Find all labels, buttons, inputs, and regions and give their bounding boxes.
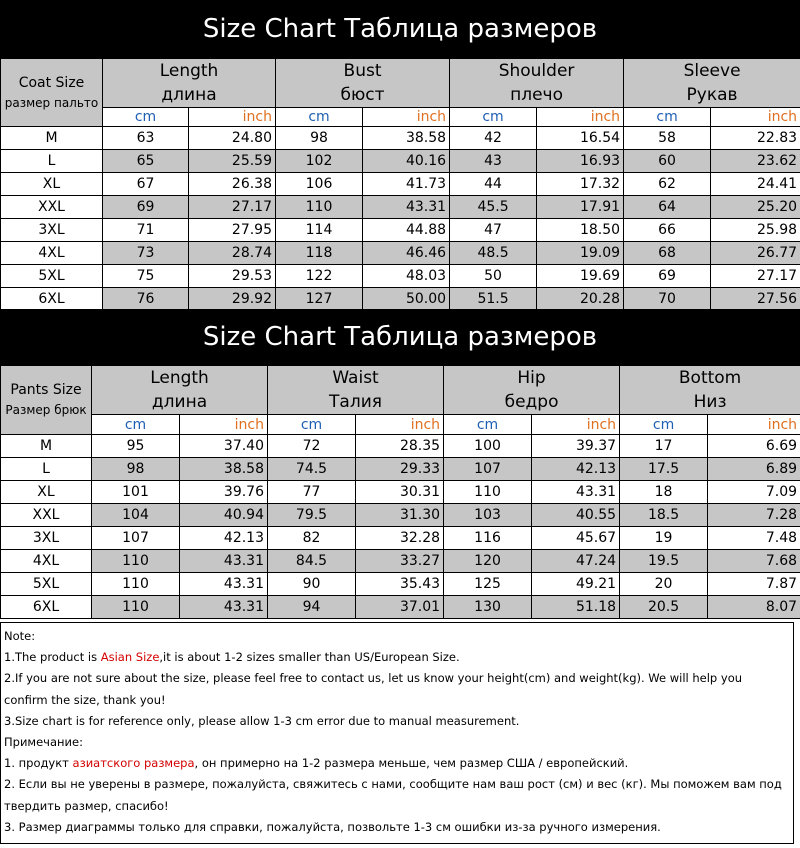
cm-value: 75 bbox=[103, 265, 189, 288]
coat-row bbox=[1, 150, 800, 173]
coat-rows bbox=[1, 127, 800, 311]
inch-value: 40.55 bbox=[532, 504, 620, 527]
cm-value: 67 bbox=[103, 173, 189, 196]
pants-size-table bbox=[0, 365, 800, 619]
coat-row bbox=[1, 196, 800, 219]
cm-value: 43 bbox=[450, 150, 537, 173]
cm-value: 82 bbox=[268, 527, 356, 550]
cm-value: 20 bbox=[620, 573, 708, 596]
cm-value: 20.5 bbox=[620, 596, 708, 619]
cm-value: 44 bbox=[450, 173, 537, 196]
unit-cm: cm bbox=[620, 415, 708, 435]
inch-value: 7.09 bbox=[708, 481, 800, 504]
pants-size-chart-title: Size Chart Таблица размеров bbox=[0, 309, 800, 365]
coat-row bbox=[1, 242, 800, 265]
pants-row bbox=[1, 458, 800, 481]
inch-value: 42.13 bbox=[532, 458, 620, 481]
inch-value: 20.28 bbox=[537, 288, 624, 311]
cm-value: 47 bbox=[450, 219, 537, 242]
inch-value: 49.21 bbox=[532, 573, 620, 596]
unit-inch: inch bbox=[189, 108, 276, 127]
note-ru-3: 3. Размер диаграммы только для справки, пожалуйста, позвольте 1-3 см ошибки из-за ручного измерения. bbox=[4, 819, 661, 834]
pants-header-hip: Hip бедро bbox=[444, 366, 620, 415]
inch-value: 44.88 bbox=[363, 219, 450, 242]
inch-value: 7.68 bbox=[708, 550, 800, 573]
inch-value: 39.37 bbox=[532, 435, 620, 458]
coat-header-length: Length длина bbox=[103, 59, 276, 108]
unit-cm: cm bbox=[92, 415, 180, 435]
cm-value: 101 bbox=[92, 481, 180, 504]
cm-value: 79.5 bbox=[268, 504, 356, 527]
inch-value: 8.07 bbox=[708, 596, 800, 619]
coat-size-header-en: Coat Size bbox=[18, 74, 85, 91]
size-label: 4XL bbox=[1, 550, 92, 573]
pants-size-header bbox=[1, 366, 92, 435]
size-label: XXL bbox=[1, 504, 92, 527]
unit-cm: cm bbox=[103, 108, 189, 127]
unit-inch: inch bbox=[711, 108, 800, 127]
cm-value: 125 bbox=[444, 573, 532, 596]
coat-size-chart-title: Size Chart Таблица размеров bbox=[0, 0, 800, 58]
inch-value: 37.01 bbox=[356, 596, 444, 619]
cm-value: 118 bbox=[276, 242, 363, 265]
pants-size-header-en: Pants Size bbox=[10, 382, 82, 398]
cm-value: 17 bbox=[620, 435, 708, 458]
cm-value: 51.5 bbox=[450, 288, 537, 311]
coat-header-shoulder: Shoulder плечо bbox=[450, 59, 624, 108]
pants-row bbox=[1, 550, 800, 573]
inch-value: 24.80 bbox=[189, 127, 276, 150]
cm-value: 98 bbox=[276, 127, 363, 150]
cm-value: 130 bbox=[444, 596, 532, 619]
inch-value: 43.31 bbox=[180, 573, 268, 596]
cm-value: 110 bbox=[444, 481, 532, 504]
cm-value: 110 bbox=[276, 196, 363, 219]
pants-row bbox=[1, 504, 800, 527]
asian-size-highlight-ru: азиатского размера bbox=[72, 756, 195, 771]
unit-cm: cm bbox=[268, 415, 356, 435]
pants-row bbox=[1, 573, 800, 596]
cm-value: 110 bbox=[92, 596, 180, 619]
note-ru-1: 1. продукт азиатского размера, он примерно на 1-2 размера меньше, чем размер США / европейский. bbox=[4, 756, 629, 771]
inch-value: 33.27 bbox=[356, 550, 444, 573]
inch-value: 16.93 bbox=[537, 150, 624, 173]
pants-rows bbox=[1, 435, 800, 619]
inch-value: 7.28 bbox=[708, 504, 800, 527]
cm-value: 69 bbox=[103, 196, 189, 219]
coat-size-table bbox=[0, 58, 800, 311]
size-label: 3XL bbox=[1, 219, 103, 242]
inch-value: 30.31 bbox=[356, 481, 444, 504]
cm-value: 17.5 bbox=[620, 458, 708, 481]
cm-value: 122 bbox=[276, 265, 363, 288]
unit-inch: inch bbox=[532, 415, 620, 435]
cm-value: 71 bbox=[103, 219, 189, 242]
coat-row bbox=[1, 265, 800, 288]
inch-value: 17.32 bbox=[537, 173, 624, 196]
unit-cm: cm bbox=[624, 108, 711, 127]
cm-value: 107 bbox=[444, 458, 532, 481]
inch-value: 27.17 bbox=[189, 196, 276, 219]
note-ru-2-line-1: 2. Если вы не уверены в размере, пожалуйста, свяжитесь с нами, сообщите нам ваш рост (см) и вес (кг). Мы поможем вам под bbox=[4, 777, 782, 792]
note-label: Note: bbox=[4, 629, 36, 643]
inch-value: 40.94 bbox=[180, 504, 268, 527]
size-label: XL bbox=[1, 481, 92, 504]
note-label-ru: Примечание: bbox=[4, 735, 83, 750]
cm-value: 19.5 bbox=[620, 550, 708, 573]
size-label: 6XL bbox=[1, 596, 92, 619]
cm-value: 70 bbox=[624, 288, 711, 311]
note-ru-2-line-2: твердить размер, спасибо! bbox=[4, 798, 169, 813]
inch-value: 29.53 bbox=[189, 265, 276, 288]
cm-value: 77 bbox=[268, 481, 356, 504]
inch-value: 43.31 bbox=[180, 596, 268, 619]
cm-value: 19 bbox=[620, 527, 708, 550]
coat-header-bust: Bust бюст bbox=[276, 59, 450, 108]
pants-row bbox=[1, 435, 800, 458]
cm-value: 116 bbox=[444, 527, 532, 550]
inch-value: 37.40 bbox=[180, 435, 268, 458]
cm-value: 114 bbox=[276, 219, 363, 242]
cm-value: 50 bbox=[450, 265, 537, 288]
size-label: L bbox=[1, 150, 103, 173]
pants-row bbox=[1, 596, 800, 619]
cm-value: 90 bbox=[268, 573, 356, 596]
inch-value: 27.95 bbox=[189, 219, 276, 242]
cm-value: 60 bbox=[624, 150, 711, 173]
coat-size-header-ru: размер пальто bbox=[4, 95, 99, 110]
note-1: 1.The product is Asian Size,it is about 1-2 sizes smaller than US/European Size. bbox=[4, 650, 460, 665]
inch-value: 28.74 bbox=[189, 242, 276, 265]
inch-value: 7.87 bbox=[708, 573, 800, 596]
unit-inch: inch bbox=[180, 415, 268, 435]
coat-header-sleeve: Sleeve Рукав bbox=[624, 59, 800, 108]
cm-value: 102 bbox=[276, 150, 363, 173]
inch-value: 27.17 bbox=[711, 265, 800, 288]
cm-value: 106 bbox=[276, 173, 363, 196]
inch-value: 25.98 bbox=[711, 219, 800, 242]
coat-row bbox=[1, 127, 800, 150]
cm-value: 18.5 bbox=[620, 504, 708, 527]
cm-value: 103 bbox=[444, 504, 532, 527]
size-label: XXL bbox=[1, 196, 103, 219]
note-3: 3.Size chart is for reference only, please allow 1-3 cm error due to manual measurement. bbox=[4, 713, 520, 728]
size-label: 6XL bbox=[1, 288, 103, 311]
inch-value: 16.54 bbox=[537, 127, 624, 150]
note-2-line-1: 2.If you are not sure about the size, please feel free to contact us, let us know your height(cm) and weight(kg). We will help you bbox=[4, 671, 743, 686]
cm-value: 65 bbox=[103, 150, 189, 173]
cm-value: 110 bbox=[92, 573, 180, 596]
cm-value: 84.5 bbox=[268, 550, 356, 573]
inch-value: 7.48 bbox=[708, 527, 800, 550]
unit-inch: inch bbox=[537, 108, 624, 127]
unit-inch: inch bbox=[356, 415, 444, 435]
inch-value: 50.00 bbox=[363, 288, 450, 311]
inch-value: 26.38 bbox=[189, 173, 276, 196]
inch-value: 40.16 bbox=[363, 150, 450, 173]
inch-value: 23.62 bbox=[711, 150, 800, 173]
inch-value: 26.77 bbox=[711, 242, 800, 265]
coat-row bbox=[1, 173, 800, 196]
cm-value: 42 bbox=[450, 127, 537, 150]
inch-value: 25.59 bbox=[189, 150, 276, 173]
inch-value: 25.20 bbox=[711, 196, 800, 219]
pants-header-bottom: Bottom Низ bbox=[620, 366, 800, 415]
cm-value: 104 bbox=[92, 504, 180, 527]
inch-value: 31.30 bbox=[356, 504, 444, 527]
size-label: 3XL bbox=[1, 527, 92, 550]
inch-value: 17.91 bbox=[537, 196, 624, 219]
coat-row bbox=[1, 219, 800, 242]
inch-value: 43.31 bbox=[180, 550, 268, 573]
cm-value: 76 bbox=[103, 288, 189, 311]
size-label: M bbox=[1, 435, 92, 458]
inch-value: 18.50 bbox=[537, 219, 624, 242]
inch-value: 41.73 bbox=[363, 173, 450, 196]
cm-value: 74.5 bbox=[268, 458, 356, 481]
unit-inch: inch bbox=[708, 415, 800, 435]
inch-value: 22.83 bbox=[711, 127, 800, 150]
asian-size-highlight: Asian Size bbox=[100, 650, 160, 665]
inch-value: 38.58 bbox=[363, 127, 450, 150]
size-label: 5XL bbox=[1, 265, 103, 288]
inch-value: 42.13 bbox=[180, 527, 268, 550]
inch-value: 29.92 bbox=[189, 288, 276, 311]
inch-value: 32.28 bbox=[356, 527, 444, 550]
inch-value: 35.43 bbox=[356, 573, 444, 596]
cm-value: 72 bbox=[268, 435, 356, 458]
cm-value: 110 bbox=[92, 550, 180, 573]
inch-value: 46.46 bbox=[363, 242, 450, 265]
pants-size-header-ru: Размер брюк bbox=[5, 403, 87, 417]
unit-inch: inch bbox=[363, 108, 450, 127]
inch-value: 19.09 bbox=[537, 242, 624, 265]
coat-row bbox=[1, 288, 800, 311]
inch-value: 43.31 bbox=[532, 481, 620, 504]
inch-value: 47.24 bbox=[532, 550, 620, 573]
unit-cm: cm bbox=[276, 108, 363, 127]
coat-size-header bbox=[1, 59, 103, 127]
cm-value: 69 bbox=[624, 265, 711, 288]
cm-value: 64 bbox=[624, 196, 711, 219]
unit-cm: cm bbox=[444, 415, 532, 435]
inch-value: 45.67 bbox=[532, 527, 620, 550]
pants-header-length: Length длина bbox=[92, 366, 268, 415]
inch-value: 51.18 bbox=[532, 596, 620, 619]
cm-value: 98 bbox=[92, 458, 180, 481]
cm-value: 107 bbox=[92, 527, 180, 550]
cm-value: 63 bbox=[103, 127, 189, 150]
cm-value: 18 bbox=[620, 481, 708, 504]
cm-value: 127 bbox=[276, 288, 363, 311]
unit-cm: cm bbox=[450, 108, 537, 127]
size-label: 5XL bbox=[1, 573, 92, 596]
inch-value: 39.76 bbox=[180, 481, 268, 504]
cm-value: 94 bbox=[268, 596, 356, 619]
cm-value: 73 bbox=[103, 242, 189, 265]
inch-value: 29.33 bbox=[356, 458, 444, 481]
inch-value: 43.31 bbox=[363, 196, 450, 219]
size-label: XL bbox=[1, 173, 103, 196]
inch-value: 6.89 bbox=[708, 458, 800, 481]
inch-value: 6.69 bbox=[708, 435, 800, 458]
size-label: L bbox=[1, 458, 92, 481]
cm-value: 100 bbox=[444, 435, 532, 458]
cm-value: 62 bbox=[624, 173, 711, 196]
pants-row bbox=[1, 481, 800, 504]
inch-value: 48.03 bbox=[363, 265, 450, 288]
cm-value: 45.5 bbox=[450, 196, 537, 219]
pants-header-waist: Waist Талия bbox=[268, 366, 444, 415]
cm-value: 66 bbox=[624, 219, 711, 242]
cm-value: 58 bbox=[624, 127, 711, 150]
inch-value: 38.58 bbox=[180, 458, 268, 481]
inch-value: 27.56 bbox=[711, 288, 800, 311]
inch-value: 28.35 bbox=[356, 435, 444, 458]
inch-value: 24.41 bbox=[711, 173, 800, 196]
pants-row bbox=[1, 527, 800, 550]
note-2-line-2: confirm the size, thank you! bbox=[4, 692, 166, 707]
notes-box bbox=[0, 622, 794, 844]
size-label: M bbox=[1, 127, 103, 150]
cm-value: 68 bbox=[624, 242, 711, 265]
cm-value: 48.5 bbox=[450, 242, 537, 265]
size-label: 4XL bbox=[1, 242, 103, 265]
cm-value: 120 bbox=[444, 550, 532, 573]
cm-value: 95 bbox=[92, 435, 180, 458]
inch-value: 19.69 bbox=[537, 265, 624, 288]
